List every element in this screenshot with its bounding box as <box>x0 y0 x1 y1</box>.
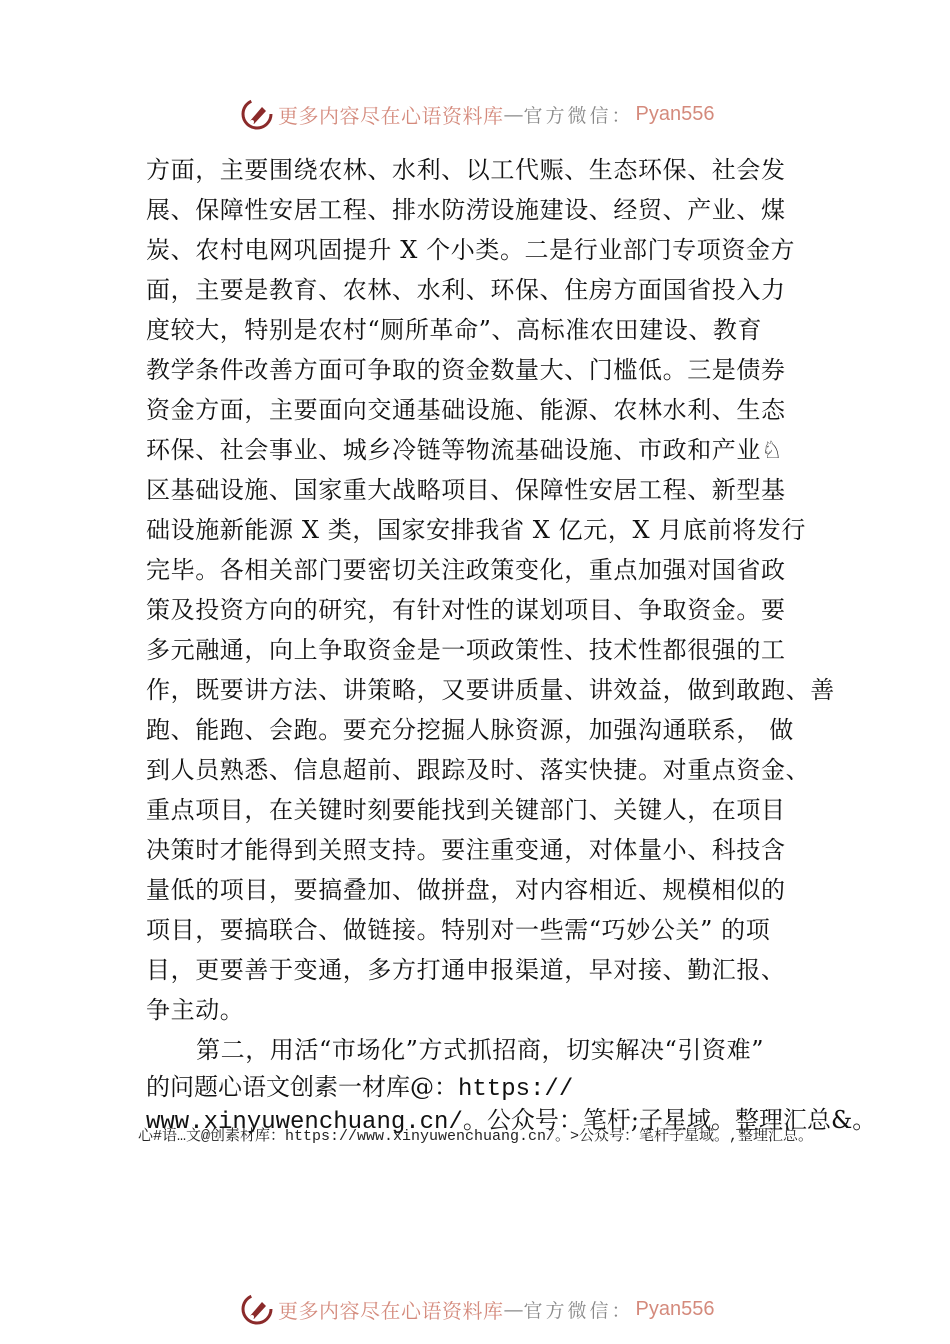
banner-dash: — <box>503 1297 524 1321</box>
body-line: 重点项目，在关键时刻要能找到关键部门、关键人，在项目 <box>146 796 786 824</box>
document-body <box>146 150 877 1138</box>
banner-sub-text: 官方微信： <box>523 1299 634 1322</box>
body-line: 决策时才能得到关照支持。要注重变通，对体量小、科技含 <box>146 836 786 864</box>
watermark-note: 心#语…文@创素材库：https://www.xinyuwenchuang.cn/。>公众号：笔杆子星域。,整理汇总。 <box>138 1128 814 1145</box>
body-line: 策及投资方向的研究，有针对性的谋划项目、争取资金。要 <box>146 596 786 624</box>
body-line: 区基础设施、国家重大战略项目、保障性安居工程、新型基 <box>146 476 786 504</box>
body-line: 争主动。 <box>146 996 245 1024</box>
footer-banner <box>240 1289 740 1329</box>
body-line: 环保、社会事业、城乡冷链等物流基础设施、市政和产业♘ <box>146 436 784 464</box>
banner-dash: — <box>503 102 524 126</box>
body-line: 教学条件改善方面可争取的资金数量大、门槛低。三是债券 <box>146 356 786 384</box>
body-line: 方面，主要围绕农林、水利、以工代赈、生态环保、社会发 <box>146 156 786 184</box>
body-line: 资金方面，主要面向交通基础设施、能源、农林水利、生态 <box>146 396 786 424</box>
mixed-line-1 <box>146 1072 816 1105</box>
banner-main-text: 更多内容尽在心语资料库 <box>278 103 504 128</box>
header-banner <box>240 94 740 134</box>
body-line: 目，更要善于变通，多方打通申报渠道，早对接、勤汇报、 <box>146 956 786 984</box>
banner-wechat-id: Pyan556 <box>635 102 715 125</box>
pen-nib-logo-icon <box>240 1292 274 1326</box>
body-line: 项目，要搞联合、做链接。特别对一些需“巧妙公关” 的项 <box>146 916 771 944</box>
body-line: 面，主要是教育、农林、水利、环保、住房方面国省投入力 <box>146 276 786 304</box>
banner-wechat-id: Pyan556 <box>635 1297 715 1320</box>
url-fragment: https:// <box>458 1076 574 1103</box>
body-line: 炭、农村电网巩固提升 X 个小类。二是行业部门专项资金方 <box>146 236 796 264</box>
body-line: 到人员熟悉、信息超前、跟踪及时、落实快捷。对重点资金、 <box>146 756 811 784</box>
body-line: 度较大，特别是农村“厕所革命”、高标准农田建设、教育 <box>146 316 763 344</box>
mixed-line-text: 。公众号：笔杆;子星域。整理汇总&。 <box>462 1106 877 1134</box>
body-line: 跑、能跑、会跑。要充分挖掘人脉资源，加强沟通联系， 做 <box>146 716 794 744</box>
section-heading: 第二，用活“市场化”方式抓招商，切实解决“引资难” <box>196 1036 765 1064</box>
body-line: 作，既要讲方法、讲策略，又要讲质量、讲效益，做到敢跑、善 <box>146 676 835 704</box>
body-line: 完毕。各相关部门要密切关注政策变化，重点加强对国省政 <box>146 556 786 584</box>
body-line: 础设施新能源 X 类，国家安排我省 X 亿元，X 月底前将发行 <box>146 516 807 544</box>
pen-nib-logo-icon <box>240 97 274 131</box>
body-line: 多元融通，向上争取资金是一项政策性、技术性都很强的工 <box>146 636 786 664</box>
body-line: 展、保障性安居工程、排水防涝设施建设、经贸、产业、煤 <box>146 196 786 224</box>
banner-main-text: 更多内容尽在心语资料库 <box>278 1298 504 1323</box>
banner-sub-text: 官方微信： <box>523 104 634 127</box>
mixed-line-text: 的问题心语文创素一材库@： <box>146 1073 458 1101</box>
body-line: 量低的项目，要搞叠加、做拼盘，对内容相近、规模相似的 <box>146 876 786 904</box>
url-fragment: www.xinyuwenchuang.cn/ <box>146 1109 463 1136</box>
